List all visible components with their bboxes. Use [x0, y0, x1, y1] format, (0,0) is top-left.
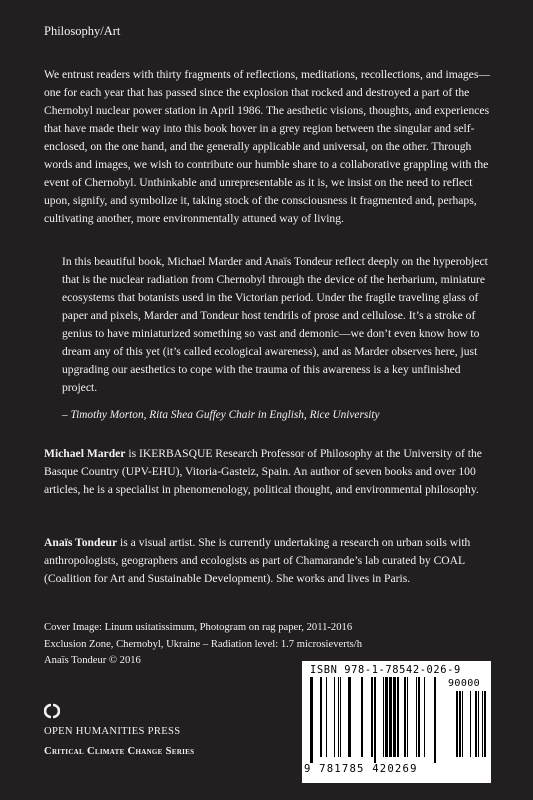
- barcode-bar: [310, 677, 313, 763]
- barcode-bar: [482, 691, 483, 757]
- barcode-bar: [407, 677, 408, 757]
- author-bio-text: is a visual artist. She is currently undertaking a research on urban soils with anthropologists, geographers and ecologists as part of Chamarande’s lab curated by COAL (Coalition for Art and Sustainable Development). She works and lives in Paris.: [44, 536, 471, 585]
- barcode-bar: [326, 677, 327, 757]
- barcode-bar: [338, 677, 339, 757]
- price-code: 90000: [448, 678, 481, 689]
- barcode-bar: [424, 677, 425, 757]
- barcode-bar: [416, 677, 417, 757]
- barcode-bar: [397, 677, 399, 757]
- barcode-bar: [475, 691, 477, 757]
- open-humanities-logo-icon: [44, 703, 60, 719]
- barcode-bar: [334, 677, 335, 757]
- barcode-bar: [470, 691, 471, 757]
- barcode-bar: [393, 677, 396, 757]
- quote-attribution: – Timothy Morton, Rita Shea Guffey Chair in English, Rice University: [62, 409, 380, 421]
- ean-barcode-bars: [310, 677, 438, 763]
- author-bio-text: is IKERBASQUE Research Professor of Philosophy at the University of the Basque Country (UPV-EHU), Vitoria-Gasteiz, Spain. An author of seven books and over 100 articles, he is a specialist in phenomenology, political thought, and environmental philosophy.: [44, 447, 482, 496]
- barcode-bar: [340, 677, 341, 757]
- barcode-bar: [385, 677, 388, 757]
- category-label: Philosophy/Art: [44, 24, 121, 38]
- barcode-bar: [404, 677, 406, 757]
- blurb-paragraph: We entrust readers with thirty fragments of reflections, meditations, recollections, and images—one for each year that has passed since the explosion that rocked and destroyed a part of the Chernobyl nuclear power station in April 1986. The aesthetic visions, thoughts, and experiences that have made their way into this book hover in a grey region between the singular and self-enclosed, on the one hand, and the generally applicable and universal, on the other. Through words and images, we wish to contribute our humble share to a collaborative grappling with the event of Chernobyl. Unthinkable and unrepresentable as it is, we insist on the need to reflect upon, signify, and symbolize it, taking stock of the consciousness it fragmented and, perhaps, cultivating another, more environmentally attuned way of living.: [44, 68, 490, 225]
- credit-line: Anaïs Tondeur © 2016: [44, 655, 141, 667]
- quote-text: In this beautiful book, Michael Marder and Anaïs Tondeur reflect deeply on the hyperobject that is the nuclear radiation from Chernobyl through the device of the herbarium, miniature ecosystems that botanists used in the Victorian period. Under the fragile traveling glass of paper and pixels, Marder and Tondeur host tendrils of prose and cellulose. It’s a stroke of genius to have miniaturized something so vast and demonic—we don’t even know how to dream any of this yet (it’s called ecological awareness), and as Marder observes here, just upgrading our aesthetics to cope with the trauma of this awareness is a key unfinished project.: [62, 255, 488, 394]
- credit-line: Exclusion Zone, Chernobyl, Ukraine – Radiation level: 1.7 microsieverts/h: [44, 638, 363, 650]
- barcode-bar: [459, 691, 461, 757]
- barcode-bar: [434, 677, 436, 763]
- series-name: Critical Climate Change Series: [44, 746, 195, 757]
- barcode-bar: [361, 677, 363, 757]
- barcode-bar: [320, 677, 322, 757]
- author-bio-marder: [44, 445, 496, 499]
- barcode-bar: [456, 691, 458, 757]
- barcode-bar: [389, 677, 392, 757]
- credit-line: Cover Image: Linum usitatissimum, Photogram on rag paper, 2011-2016: [44, 622, 353, 633]
- publisher-name: OPEN HUMANITIES PRESS: [44, 726, 181, 737]
- endorsement-quote: [62, 253, 494, 424]
- isbn-label: ISBN 978-1-78542-026-9: [310, 664, 461, 676]
- barcode-bar: [374, 677, 376, 763]
- barcode-bar: [383, 677, 384, 757]
- barcode-bar: [371, 677, 373, 757]
- barcode-bar: [462, 691, 463, 757]
- isbn-barcode: [302, 661, 491, 783]
- barcode-bar: [484, 691, 486, 757]
- author-name: Michael Marder: [44, 447, 126, 460]
- barcode-bar: [348, 677, 351, 757]
- addon-barcode-bars: [446, 691, 488, 763]
- barcode-bar: [418, 677, 420, 757]
- ean-digits: 9 781785 420269: [304, 763, 418, 775]
- author-name: Anaïs Tondeur: [44, 536, 118, 549]
- author-bio-tondeur: [44, 534, 496, 588]
- barcode-bar: [478, 691, 479, 757]
